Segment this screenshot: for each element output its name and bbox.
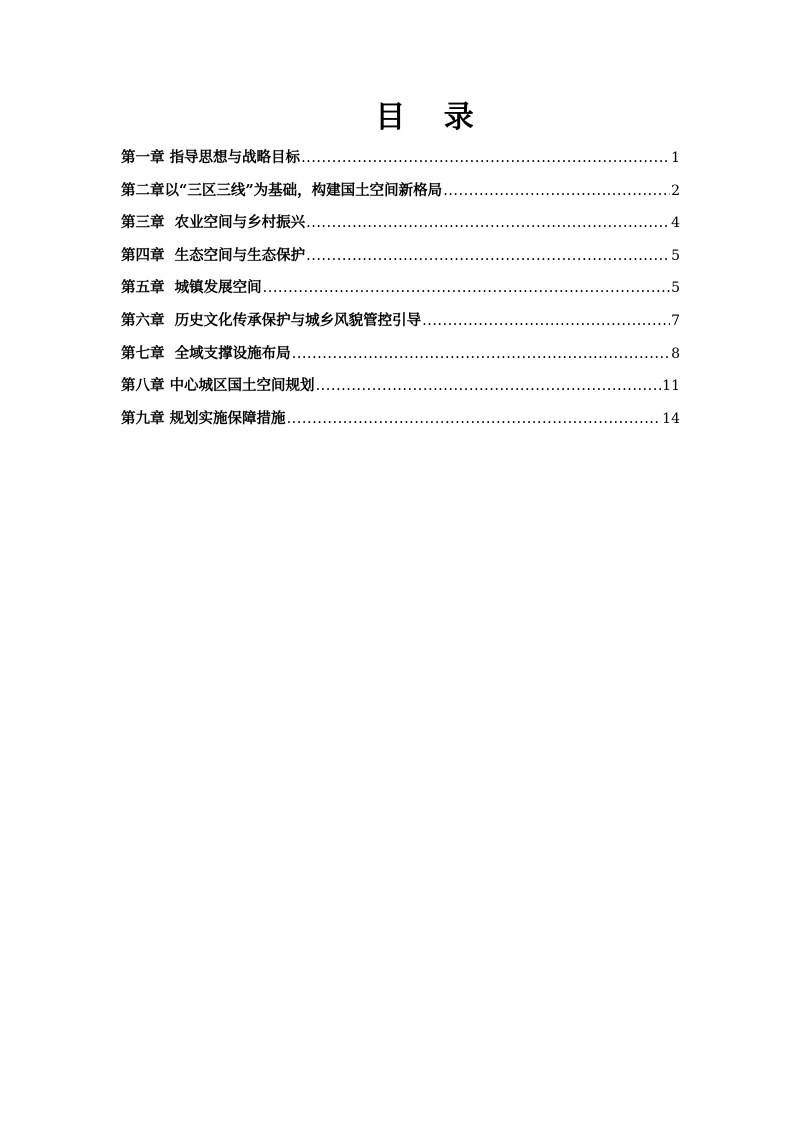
toc-page-number: 2: [671, 182, 680, 199]
toc-chapter-number: 第三章: [121, 214, 165, 232]
toc-chapter-number: 第四章: [121, 246, 165, 264]
toc-entry-chapter-5[interactable]: [121, 276, 680, 309]
toc-entry-chapter-2[interactable]: [121, 179, 680, 212]
toc-gap: [165, 214, 175, 231]
toc-entry-text: [121, 146, 300, 170]
toc-entry-text: [121, 309, 421, 333]
dot-leader: [301, 146, 670, 170]
toc-chapter-number: 第七章: [121, 344, 165, 362]
toc-entry-text: [121, 179, 442, 203]
toc-chapter-number: 第二章: [121, 181, 165, 199]
toc-entry-chapter-9[interactable]: [121, 407, 680, 440]
toc-gap: [165, 345, 175, 362]
toc-entry-text: [121, 211, 305, 235]
toc-page-number: 14: [662, 410, 680, 427]
dot-leader: [287, 407, 662, 431]
toc-page-number: 4: [671, 215, 680, 232]
toc-page-number: 5: [671, 247, 680, 264]
toc-page-number: 1: [671, 150, 680, 166]
toc-page-number: 8: [671, 345, 680, 362]
toc-gap: [165, 312, 175, 329]
toc-entry-text: [121, 276, 262, 300]
dot-leader: [306, 244, 670, 268]
toc-chapter-heading: 农业空间与乡村振兴: [174, 214, 306, 232]
toc-entry-text: [121, 407, 286, 431]
toc-title: 目 录: [375, 100, 488, 135]
toc-chapter-heading: 全域支撑设施布局: [174, 344, 291, 362]
toc-chapter-heading: 城镇发展空间: [174, 279, 262, 297]
toc-chapter-heading: 中心城区国土空间规划: [169, 377, 315, 395]
toc-chapter-heading: 生态空间与生态保护: [174, 246, 306, 264]
toc-chapter-heading: 历史文化传承保护与城乡风貌管控引导: [174, 311, 422, 329]
toc-page-number: 5: [671, 280, 680, 297]
toc-entry-chapter-8[interactable]: [121, 374, 680, 407]
dot-leader: [292, 342, 670, 366]
toc-entry-text: [121, 342, 291, 366]
table-of-contents: [121, 146, 680, 439]
toc-entry-text: [121, 244, 305, 268]
toc-entry-chapter-6[interactable]: [121, 309, 680, 342]
toc-page-number: 11: [662, 378, 680, 395]
dot-leader: [316, 374, 662, 398]
toc-entry-text: [121, 374, 315, 398]
toc-chapter-number: 第一章: [121, 149, 165, 166]
dot-leader: [422, 309, 670, 333]
toc-gap: [165, 247, 175, 264]
toc-chapter-heading: 规划实施保障措施: [169, 409, 286, 427]
toc-page-number: 7: [671, 312, 680, 329]
toc-chapter-number: 第五章: [121, 279, 165, 297]
toc-chapter-heading: 以“三区三线”为基础，构建国土空间新格局: [164, 181, 443, 199]
toc-entry-chapter-3[interactable]: [121, 211, 680, 244]
toc-entry-chapter-1[interactable]: [121, 146, 680, 179]
dot-leader: [306, 211, 670, 235]
toc-gap: [165, 279, 175, 296]
toc-entry-chapter-4[interactable]: [121, 244, 680, 277]
dot-leader: [263, 276, 670, 300]
toc-chapter-heading: 指导思想与战略目标: [169, 149, 301, 166]
toc-entry-chapter-7[interactable]: [121, 342, 680, 375]
toc-chapter-number: 第九章: [121, 409, 165, 427]
toc-chapter-number: 第六章: [121, 311, 165, 329]
dot-leader: [443, 179, 670, 203]
toc-chapter-number: 第八章: [121, 377, 165, 395]
